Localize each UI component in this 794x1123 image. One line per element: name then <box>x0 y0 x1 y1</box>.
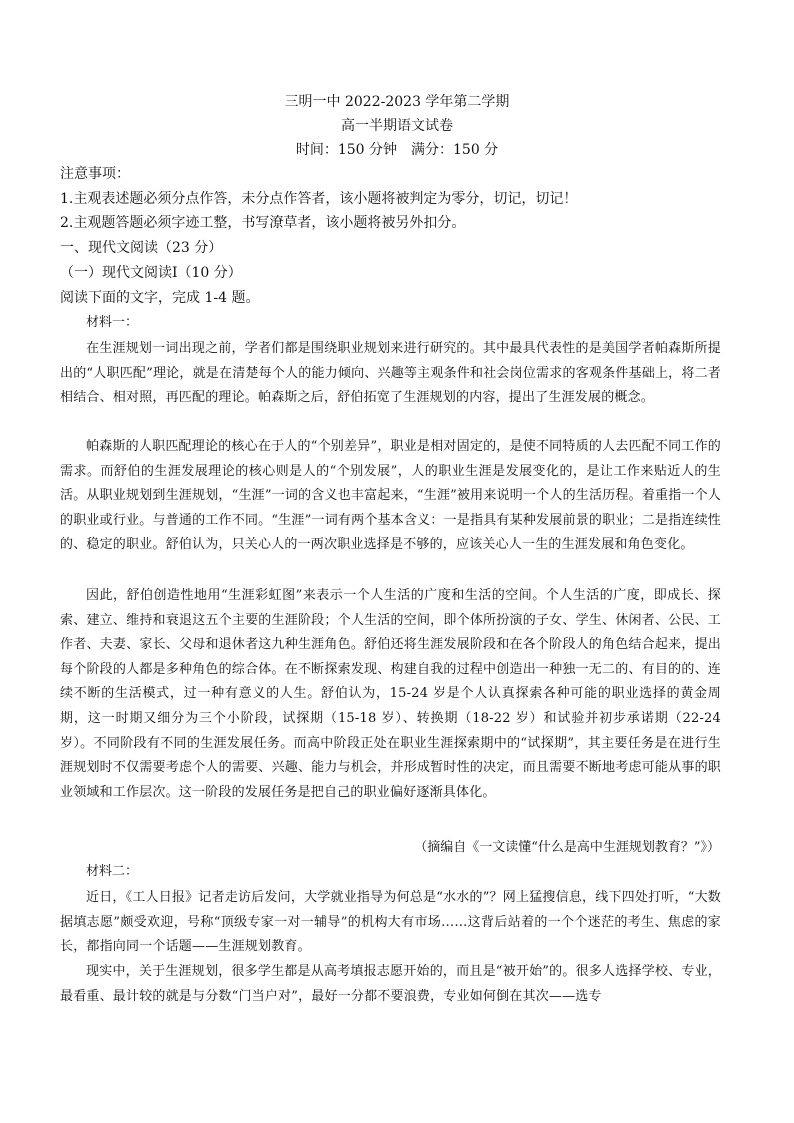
exam-title: 高一半期语文试卷 <box>341 118 453 134</box>
notice-title: 注意事项： <box>60 166 130 182</box>
material-1-label: 材料一： <box>86 315 139 330</box>
material-2-paragraph-1: 近日，《工人日报》记者走访后发问，大学就业指导为何总是“水水的”？网上猛搜信息，线下四处打听，“大数据填志愿”颇受欢迎，号称“顶级专家一对一辅导”的机构大有市场……这背后站着的一个个迷茫的考生、焦虑的家长，都指向同一个话题——生涯规划教育。 <box>60 890 721 955</box>
notice-item-2: 2.主观题答题必须字迹工整，书写潦草者，该小题将被另外扣分。 <box>60 215 466 231</box>
material-1-paragraph-2: 帕森斯的人职匹配理论的核心在于人的“个别差异”，职业是相对固定的，是使不同特质的人去匹配不同工作的需求。而舒伯的生涯发展理论的核心则是人的“个别发展”，人的职业生涯是发展变化的，是让工作来贴近人的生活。从职业规划到生涯规划，“生涯”一词的含义也丰富起来，“生涯”被用来说明一个人的生活历程。着重指一个人的职业或行业。与普通的工作不同。“生涯”一词有两个基本含义：一是指具有某种发展前景的职业；二是指连续性的、稳定的职业。舒伯认为，只关心人的一两次职业选择是不够的，应该关心人一生的生涯发展和角色变化。 <box>60 439 721 553</box>
material-2-label: 材料二： <box>86 864 139 879</box>
notice-item-1: 1.主观表述题必须分点作答，未分点作答者，该小题将被判定为零分，切记，切记！ <box>60 191 578 207</box>
material-1-source: （摘编自《一文读懂“什么是高中生涯规划教育？”》） <box>414 840 720 855</box>
material-1-paragraph-1: 在生涯规划一词出现之前，学者们都是围绕职业规划来进行研究的。其中最具代表性的是美国学者帕森斯所提出的“人职匹配”理论，就是在清楚每个人的能力倾向、兴趣等主观条件和社会岗位需求的客观条件基础上，将二者相结合、相对照，再匹配的理论。帕森斯之后，舒伯拓宽了生涯规划的内容，提出了生涯发展的概念。 <box>60 341 721 406</box>
part-one-heading: 一、现代文阅读（23 分） <box>60 240 223 256</box>
reading-instruction: 阅读下面的文字，完成 1-4 题。 <box>60 290 260 306</box>
time-score-line: 时间：150 分钟 满分：150 分 <box>295 142 499 158</box>
material-2-paragraph-2: 现实中，关于生涯规划，很多学生都是从高考填报志愿开始的，而且是“被开始”的。很多人选择学校、专业，最看重、最计较的就是与分数“门当户对”，最好一分都不要浪费，专业如何倒在其次——选专 <box>60 964 721 1004</box>
school-term-title: 三明一中 2022-2023 学年第二学期 <box>284 94 510 110</box>
material-1-paragraph-3: 因此，舒伯创造性地用“生涯彩虹图”来表示一个人生活的广度和生活的空间。个人生活的广度，即成长、探索、建立、维持和衰退这五个主要的生涯阶段；个人生活的空间，即个体所扮演的子女、学生、休闲者、公民、工作者、夫妻、家长、父母和退休者这九种生涯角色。舒伯还将生涯发展阶段和在各个阶段人的角色结合起来，提出每个阶段的人都是多种角色的综合体。在不断探索发现、构建自我的过程中创造出一种独一无二的、有目的的、连续不断的生活模式，过一种有意义的人生。舒伯认为，15-24 岁是个人认真探索各种可能的职业选择的黄金周期，这一时期又细分为三个小阶段，试探期（15-18 岁）、转换期（18-22 岁）和试验并初步承诺期（22-24 岁）。不同阶段有不同的生涯发展任务。而高中阶段正处在职业生涯探索期中的“试探期”，其主要任务是在进行生涯规划时不仅需要考虑个人的需要、兴趣、能力与机会，并形成暂时性的决定，而且需要不断地考虑可能从事的职业领域和工作层次。这一阶段的发展任务是把自己的职业偏好逐渐具体化。 <box>60 588 721 800</box>
sub-section-heading: （一）现代文阅读Ⅰ（10 分） <box>60 265 242 281</box>
